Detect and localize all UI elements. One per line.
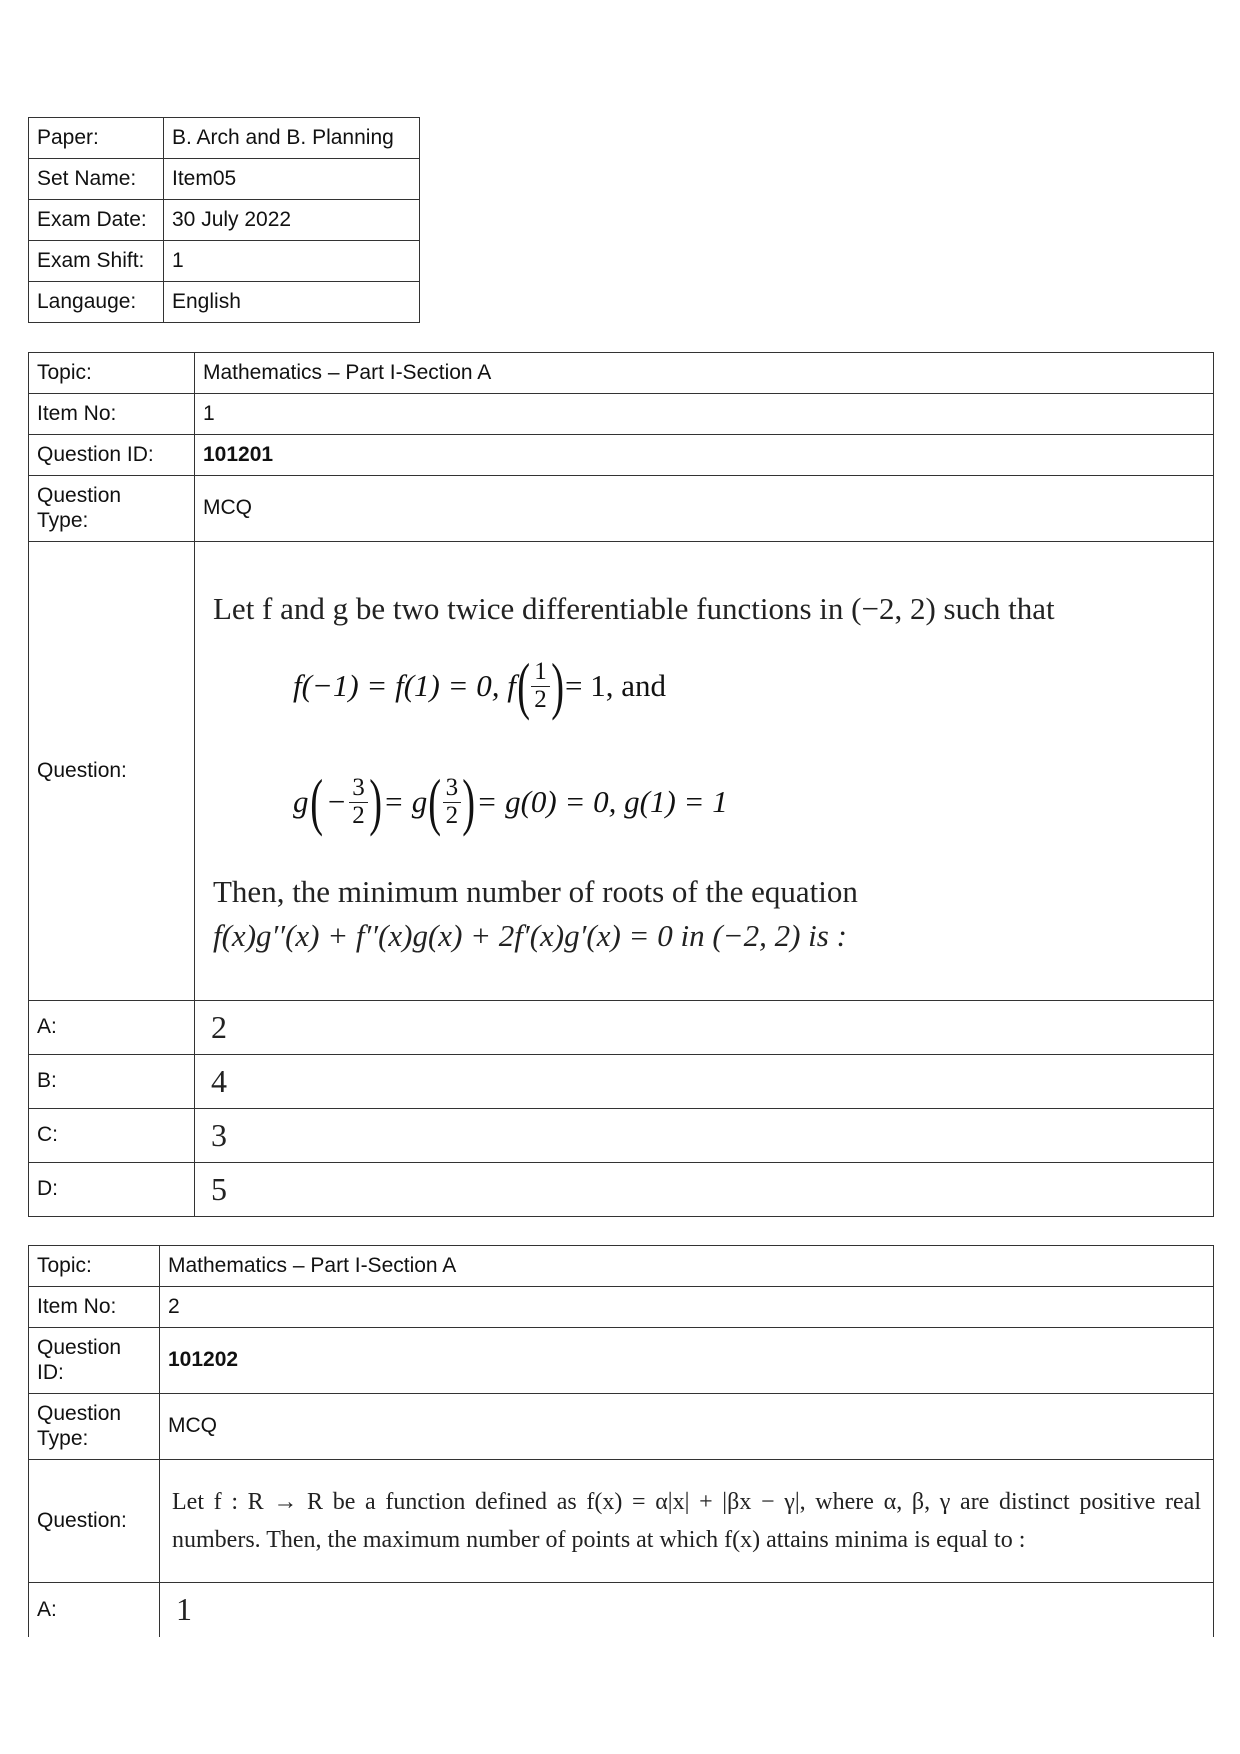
q1-qtype-value: MCQ xyxy=(195,476,1214,542)
q2-option-row xyxy=(29,1583,1214,1637)
q2-qid-label xyxy=(29,1328,160,1394)
meta-row-exam-shift xyxy=(29,241,420,282)
q1-qid-label: Question ID: xyxy=(29,435,195,476)
q2-question-body: Let f : R → R be a function defined as f(x) = α|x| + |βx − γ|, where α, β, γ are distinct positive real numbers. Then, the maximum number of points at which f(x) attains minima is equal to : xyxy=(160,1460,1214,1583)
q1-topic-label: Topic: xyxy=(29,353,195,394)
q1-qtype-row xyxy=(29,476,1214,542)
meta-row-exam-date xyxy=(29,200,420,241)
exam-meta-table xyxy=(28,117,420,323)
left-paren-icon: ( xyxy=(428,766,442,838)
q1-eq2-fraction-a xyxy=(349,775,368,829)
q2-item-value: 2 xyxy=(160,1287,1214,1328)
q2-option-value: 1 xyxy=(160,1583,1214,1637)
q2-qid-row xyxy=(29,1328,1214,1394)
q1-eq1-numerator: 1 xyxy=(531,659,550,686)
q1-option-value: 3 xyxy=(195,1109,1214,1163)
meta-label: Exam Shift: xyxy=(29,241,164,282)
q2-qid-value: 101202 xyxy=(160,1328,1214,1394)
q1-question-row xyxy=(29,542,1214,1001)
q2-qtype-label-line1: Question xyxy=(37,1402,122,1426)
q1-option-row xyxy=(29,1055,1214,1109)
q1-eq1-fraction xyxy=(531,659,550,713)
q2-qtype-value: MCQ xyxy=(160,1394,1214,1460)
meta-label: Paper: xyxy=(29,118,164,159)
q1-eq1-right: = 1, and xyxy=(565,668,667,704)
q1-option-label: B: xyxy=(29,1055,195,1109)
q1-eq1-denominator: 2 xyxy=(534,685,547,713)
q1-qid-row xyxy=(29,435,1214,476)
q2-topic-row xyxy=(29,1246,1214,1287)
meta-value: English xyxy=(164,282,420,323)
question-1-table xyxy=(28,352,1214,1217)
question-2-table xyxy=(28,1245,1214,1637)
q1-option-value: 2 xyxy=(195,1001,1214,1055)
q1-option-value: 5 xyxy=(195,1163,1214,1217)
meta-row-language xyxy=(29,282,420,323)
q1-eq2-denominator-a: 2 xyxy=(352,801,365,829)
q1-topic-value: Mathematics – Part I-Section A xyxy=(195,353,1214,394)
q1-option-label: C: xyxy=(29,1109,195,1163)
q1-item-label: Item No: xyxy=(29,394,195,435)
q1-eq2-minus: − xyxy=(327,784,346,820)
q1-text-line1: Let f and g be two twice differentiable functions in (−2, 2) such that xyxy=(213,590,1055,626)
q1-eq2-numerator-a: 3 xyxy=(349,775,368,802)
q1-qtype-label xyxy=(29,476,195,542)
q1-text-line2: Then, the minimum number of roots of the equation xyxy=(213,874,858,910)
q1-eq1-left: f(−1) = f(1) = 0, f xyxy=(293,668,516,704)
q2-topic-value: Mathematics – Part I-Section A xyxy=(160,1246,1214,1287)
meta-value: 30 July 2022 xyxy=(164,200,420,241)
left-paren-icon: ( xyxy=(517,650,530,722)
q2-qid-label-line1: Question xyxy=(37,1336,122,1360)
q1-text-line3: f(x)g′′(x) + f′′(x)g(x) + 2f′(x)g′(x) = 0 in (−2, 2) is : xyxy=(213,917,847,953)
q1-item-value: 1 xyxy=(195,394,1214,435)
q1-option-value: 4 xyxy=(195,1055,1214,1109)
right-paren-icon: ) xyxy=(550,650,564,722)
q1-item-row xyxy=(29,394,1214,435)
q1-option-row xyxy=(29,1163,1214,1217)
q2-question-label: Question: xyxy=(29,1460,160,1583)
meta-value: B. Arch and B. Planning xyxy=(164,118,420,159)
q1-eq2-g: g xyxy=(293,784,309,820)
q1-option-label: A: xyxy=(29,1001,195,1055)
meta-value: Item05 xyxy=(164,159,420,200)
meta-label: Exam Date: xyxy=(29,200,164,241)
q2-qid-label-line2: ID: xyxy=(37,1360,64,1384)
meta-row-set-name xyxy=(29,159,420,200)
q1-eq2-denominator-b: 2 xyxy=(445,801,459,829)
q1-eq2-right: = g(0) = 0, g(1) = 1 xyxy=(476,784,728,820)
q1-eq2-fraction-b xyxy=(443,775,462,829)
q2-question-row xyxy=(29,1460,1214,1583)
right-paren-icon: ) xyxy=(462,766,476,838)
meta-value: 1 xyxy=(164,241,420,282)
q2-qtype-label-line2: Type: xyxy=(37,1426,89,1450)
q2-item-label: Item No: xyxy=(29,1287,160,1328)
q1-option-row xyxy=(29,1109,1214,1163)
q2-qtype-label xyxy=(29,1394,160,1460)
q1-question-label: Question: xyxy=(29,542,195,1001)
q2-qtype-row xyxy=(29,1394,1214,1460)
q1-eq2-numerator-b: 3 xyxy=(443,775,462,802)
q1-equation-1 xyxy=(293,650,1205,722)
left-paren-icon: ( xyxy=(309,766,323,838)
q2-item-row xyxy=(29,1287,1214,1328)
q1-question-body xyxy=(195,542,1214,1001)
meta-label: Langauge: xyxy=(29,282,164,323)
q1-topic-row xyxy=(29,353,1214,394)
meta-row-paper xyxy=(29,118,420,159)
right-paren-icon: ) xyxy=(369,766,382,838)
q1-option-label: D: xyxy=(29,1163,195,1217)
q1-qtype-label-line2: Type: xyxy=(37,508,89,532)
q1-qtype-label-line1: Question xyxy=(37,484,122,508)
meta-label: Set Name: xyxy=(29,159,164,200)
q2-option-label: A: xyxy=(29,1583,160,1637)
q2-topic-label: Topic: xyxy=(29,1246,160,1287)
q1-equation-2 xyxy=(293,766,1205,838)
q1-qid-value: 101201 xyxy=(195,435,1214,476)
q1-option-row xyxy=(29,1001,1214,1055)
q1-eq2-mid: = g xyxy=(383,784,428,820)
